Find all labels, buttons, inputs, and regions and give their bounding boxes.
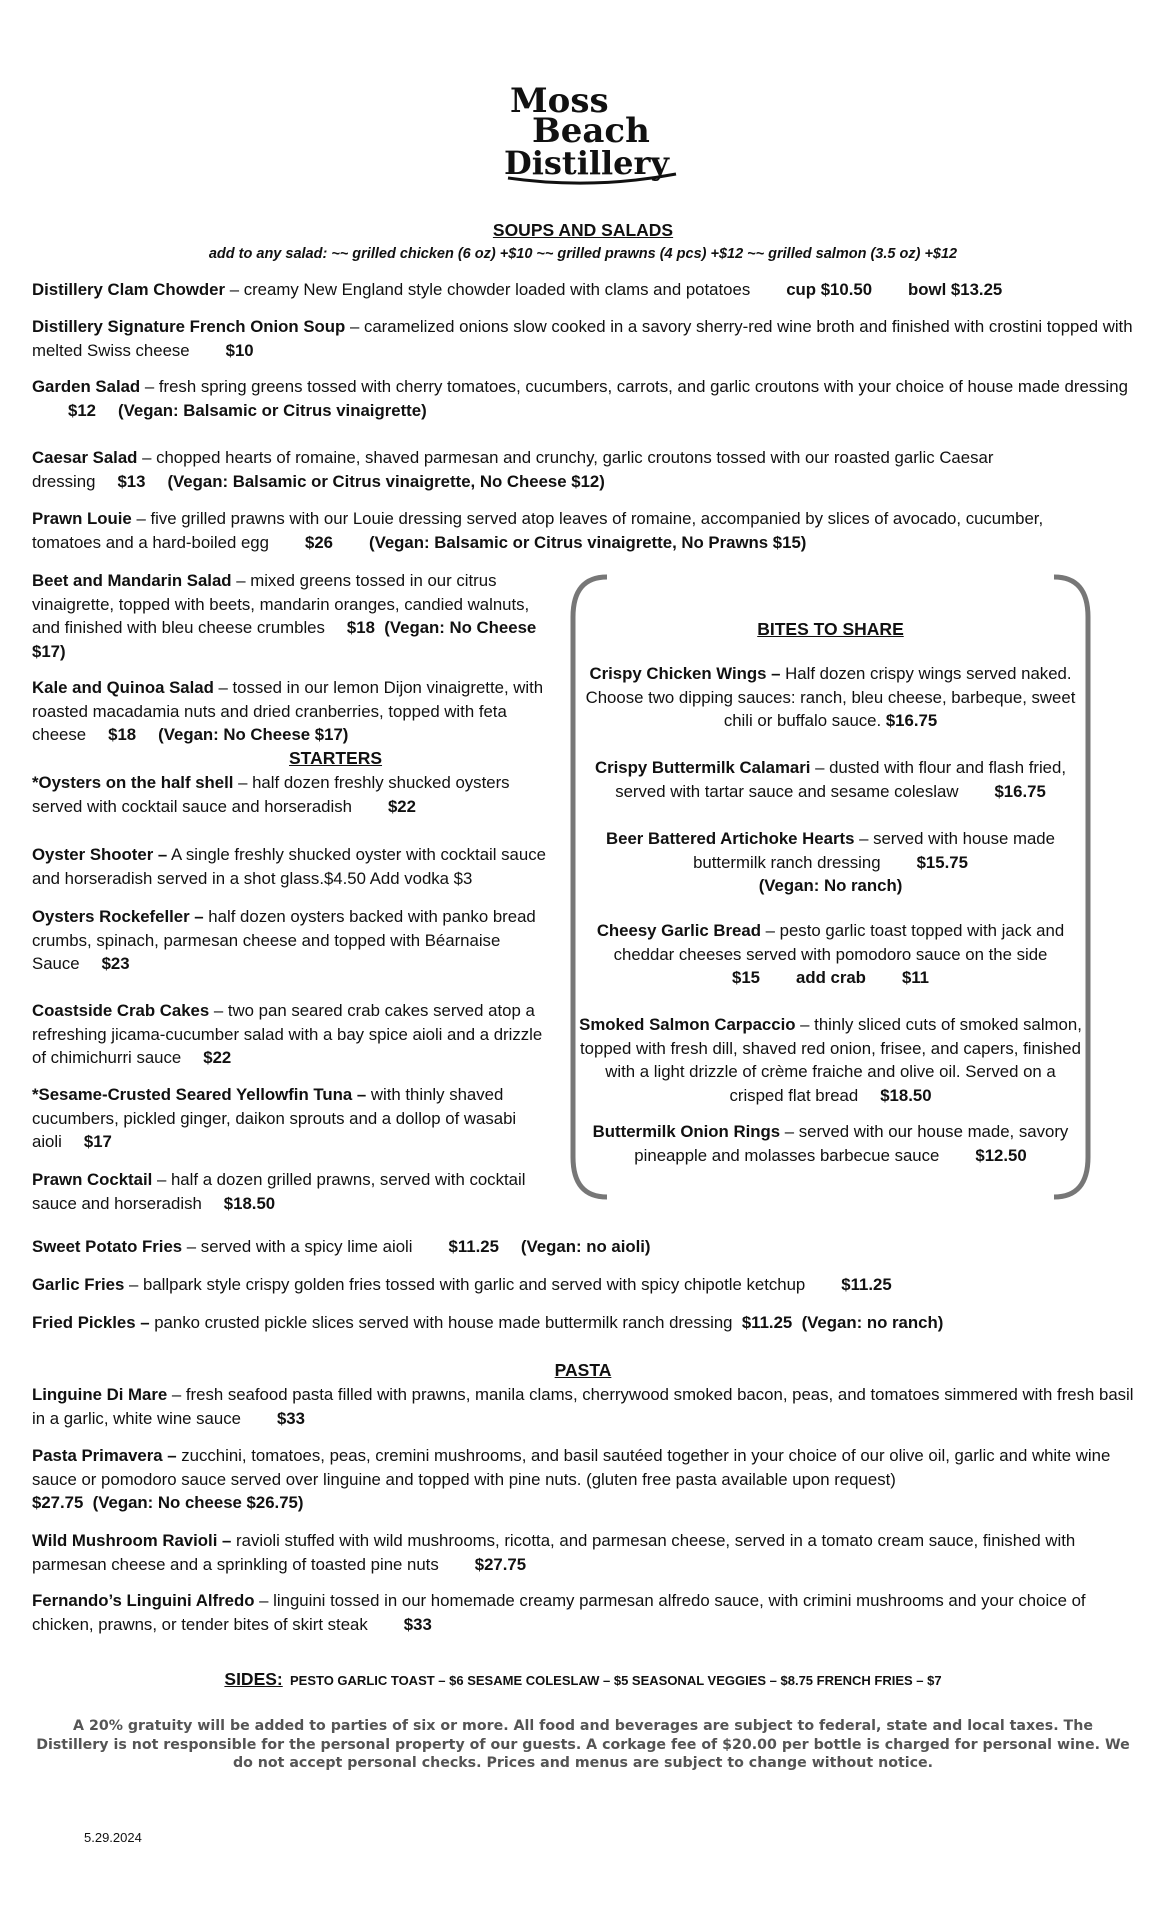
item-desc: – pesto garlic toast topped with jack and cheddar cheeses served with pomodoro sauce on the side <box>613 921 1065 964</box>
menu-item <box>32 569 550 663</box>
item-desc: Half dozen crispy wings served naked. Choose two dipping sauces: ranch, bleu cheese, barbeque, sweet chili or buffalo sauce. <box>585 664 1076 730</box>
add-crab-price: $11 <box>901 968 930 987</box>
item-name: Oysters Rockefeller – <box>32 907 204 926</box>
bite-item <box>577 827 1084 898</box>
soups-salads-heading: SOUPS AND SALADS <box>492 220 674 240</box>
item-price: $11.25 <box>741 1313 793 1332</box>
item-price: $27.75 <box>474 1554 527 1574</box>
item-name: Linguine Di Mare <box>32 1385 168 1404</box>
item-vegan-note: (Vegan: No cheese $26.75) <box>92 1493 304 1512</box>
menu-item <box>32 843 550 890</box>
item-desc: – fresh spring greens tossed with cherry tomatoes, cucumbers, carrots, and garlic croutons with your choice of house made dressing <box>140 377 1128 396</box>
item-name: Wild Mushroom Ravioli – <box>32 1531 232 1550</box>
item-name: Distillery Clam Chowder <box>32 280 226 299</box>
item-price: $12.50 <box>975 1145 1027 1165</box>
item-name: Crispy Buttermilk Calamari <box>594 758 811 777</box>
item-desc: – served with a spicy lime aioli <box>182 1237 413 1256</box>
bites-heading: BITES TO SHARE <box>757 619 904 639</box>
starters-heading: STARTERS <box>289 748 383 768</box>
item-desc: – chopped hearts of romaine, shaved parmesan and crunchy, garlic croutons tossed with our roasted garlic Caesar dressing <box>32 448 994 491</box>
policy-disclaimer: A 20% gratuity will be added to parties of six or more. All food and beverages are subject to federal, state and local taxes. The Distillery is not responsible for the personal property of our guests. A corkage fee of $20.00 per bottle is charged for personal wine. We do not accept personal checks. Prices and menus are subject to change without notice. <box>36 1718 1130 1771</box>
menu-item <box>32 446 1032 493</box>
item-vegan-note: (Vegan: no aioli) <box>520 1237 651 1256</box>
item-price: $26 <box>304 532 333 552</box>
item-price: $11.25 <box>841 1275 892 1294</box>
item-price-extra: bowl $13.25 <box>908 280 1003 299</box>
sides-list: PESTO GARLIC TOAST – $6 SESAME COLESLAW – $5 SEASONAL VEGGIES – $8.75 FRENCH FRIES – $7 <box>289 1673 942 1688</box>
item-desc: – dusted with flour and flash fried, served with tartar sauce and sesame coleslaw <box>615 758 1067 801</box>
item-price: $23 <box>101 954 130 973</box>
item-desc: half dozen oysters backed with panko bread crumbs, spinach, parmesan cheese and topped with Béarnaise Sauce <box>32 907 536 973</box>
item-name: Coastside Crab Cakes <box>32 1001 210 1020</box>
item-desc: zucchini, tomatoes, peas, cremini mushrooms, and basil sautéed together in your choice of our olive oil, garlic and white wine sauce or pomodoro sauce served over linguine and topped with pine nuts. (gluten free pasta available upon request) <box>32 1446 1111 1489</box>
item-vegan-note: (Vegan: Balsamic or Citrus vinaigrette) <box>118 400 427 420</box>
logo-graphic <box>502 78 682 186</box>
item-name: Buttermilk Onion Rings <box>592 1122 781 1141</box>
menu-item <box>32 1529 1142 1576</box>
salad-addon-note: add to any salad: ~~ grilled chicken (6 oz) +$10 ~~ grilled prawns (4 pcs) +$12 ~~ grilled salmon (3.5 oz) +$12 <box>208 246 958 262</box>
item-desc: – caramelized onions slow cooked in a savory sherry-red wine broth and finished with crostini topped with melted Swiss cheese <box>32 317 1133 360</box>
item-name: Caesar Salad <box>32 448 138 467</box>
item-name: Beet and Mandarin Salad <box>32 571 232 590</box>
menu-item <box>32 1235 1142 1259</box>
logo-word-moss: Moss <box>510 81 609 121</box>
item-price: $13 <box>117 471 146 491</box>
item-vegan-note: (Vegan: No Cheese $17) <box>32 618 537 661</box>
item-desc: – two pan seared crab cakes served atop a refreshing jicama-cucumber salad with a bay spice aioli and a drizzle of chimichurri sauce <box>32 1001 543 1067</box>
item-desc: with thinly shaved cucumbers, pickled ginger, daikon sprouts and a dollop of wasabi aioli <box>32 1085 517 1151</box>
menu-date: 5.29.2024 <box>84 1830 142 1845</box>
item-desc: – served with house made buttermilk ranch dressing <box>693 829 1055 872</box>
item-name: Garden Salad <box>32 377 141 396</box>
item-name: Pasta Primavera – <box>32 1446 177 1465</box>
menu-item <box>32 771 550 818</box>
item-name: Fernando’s Linguini Alfredo <box>32 1591 255 1610</box>
item-price: $33 <box>276 1408 305 1428</box>
item-price: $11.25 <box>448 1237 499 1256</box>
item-price: $18 <box>346 618 375 637</box>
item-desc: – thinly sliced cuts of smoked salmon, topped with fresh dill, shaved red onion, frisee, and capers, finished with a light drizzle of crème fraiche and olive oil. Served on a crisped flat bread <box>580 1015 1082 1105</box>
bite-item <box>577 1120 1084 1167</box>
item-name: Fried Pickles – <box>32 1313 150 1332</box>
menu-item <box>32 905 550 976</box>
item-price: $15.75 <box>916 852 968 872</box>
item-vegan-note: (Vegan: no ranch) <box>801 1313 944 1332</box>
item-price: $10 <box>225 340 254 360</box>
restaurant-logo <box>502 78 682 186</box>
item-desc: – tossed in our lemon Dijon vinaigrette, with roasted macadamia nuts and dried cranberries, topped with feta cheese <box>32 678 544 744</box>
item-price: $18.50 <box>880 1085 932 1105</box>
item-desc: – creamy New England style chowder loaded with clams and potatoes <box>225 280 751 299</box>
item-desc: – fresh seafood pasta filled with prawns, manila clams, cherrywood smoked bacon, peas, and tomatoes simmered with fresh basil in a garlic, white wine sauce <box>32 1385 1134 1428</box>
item-name: Prawn Cocktail <box>32 1170 153 1189</box>
item-name: Prawn Louie <box>32 509 132 528</box>
item-name: Distillery Signature French Onion Soup <box>32 317 346 336</box>
bite-item <box>577 1013 1084 1107</box>
sides-line <box>0 1668 1166 1693</box>
item-price: $16.75 <box>885 711 938 730</box>
item-desc: – five grilled prawns with our Louie dressing served atop leaves of romaine, accompanied by slices of avocado, cucumber, tomatoes and a hard-boiled egg <box>32 509 1044 552</box>
menu-item <box>32 1311 1142 1335</box>
item-desc: – half a dozen grilled prawns, served with cocktail sauce and horseradish <box>32 1170 526 1213</box>
item-price: $18.50 <box>223 1193 276 1213</box>
menu-item <box>32 999 550 1070</box>
item-name: Sweet Potato Fries <box>32 1237 183 1256</box>
item-price: $22 <box>387 796 416 816</box>
item-price: $18 <box>108 725 137 744</box>
menu-item <box>32 1383 1142 1430</box>
bites-to-share-box <box>567 573 1094 1201</box>
item-price: $27.75 <box>32 1493 84 1512</box>
item-name: Smoked Salmon Carpaccio <box>579 1015 796 1034</box>
item-desc: – linguini tossed in our homemade creamy parmesan alfredo sauce, with crimini mushrooms and your choice of chicken, prawns, or tender bites of skirt steak <box>32 1591 1086 1634</box>
menu-item <box>32 1168 550 1215</box>
bite-item <box>577 662 1084 733</box>
menu-item <box>32 375 1142 422</box>
item-price: cup $10.50 <box>786 280 873 299</box>
item-desc: A single freshly shucked oyster with cocktail sauce and horseradish served in a shot glass.$4.50 Add vodka $3 <box>32 845 546 888</box>
menu-item <box>32 1444 1142 1515</box>
item-desc: ravioli stuffed with wild mushrooms, ricotta, and parmesan cheese, served in a tomato cream sauce, finished with parmesan cheese and a sprinkling of toasted pine nuts <box>32 1531 1076 1574</box>
pasta-heading: PASTA <box>554 1360 612 1380</box>
item-name: Garlic Fries <box>32 1275 125 1294</box>
item-vegan-note: (Vegan: Balsamic or Citrus vinaigrette, No Cheese $12) <box>167 471 605 491</box>
item-price: $33 <box>403 1614 432 1634</box>
item-vegan-note: (Vegan: No ranch) <box>758 876 903 895</box>
item-vegan-note: (Vegan: Balsamic or Citrus vinaigrette, No Prawns $15) <box>368 532 807 552</box>
bite-item <box>577 919 1084 990</box>
add-crab-label: add crab <box>795 968 866 987</box>
item-name: Oyster Shooter – <box>32 845 168 864</box>
item-desc: – half dozen freshly shucked oysters served with cocktail sauce and horseradish <box>32 773 510 816</box>
item-name: Cheesy Garlic Bread <box>596 921 761 940</box>
item-vegan-note: (Vegan: No Cheese $17) <box>158 725 349 744</box>
item-price: $12 <box>68 400 96 420</box>
item-desc: – ballpark style crispy golden fries tossed with garlic and served with spicy chipotle ketchup <box>124 1275 806 1294</box>
menu-item <box>32 315 1142 362</box>
item-price: $22 <box>203 1048 232 1067</box>
menu-item <box>32 507 1102 554</box>
item-desc: panko crusted pickle slices served with house made buttermilk ranch dressing <box>149 1313 733 1332</box>
logo-word-beach: Beach <box>532 111 650 151</box>
menu-item <box>32 1589 1142 1636</box>
logo-word-distillery: Distillery <box>504 144 669 182</box>
item-desc: – mixed greens tossed in our citrus vinaigrette, topped with beets, mandarin oranges, candied walnuts, and finished with bleu cheese crumbles <box>32 571 530 637</box>
sides-label: SIDES: <box>224 1669 283 1689</box>
bite-item <box>577 756 1084 803</box>
item-price: $17 <box>83 1132 112 1151</box>
item-price: $15 <box>731 968 760 987</box>
item-name: *Oysters on the half shell <box>32 773 234 792</box>
item-name: Kale and Quinoa Salad <box>32 678 214 697</box>
menu-item <box>32 1083 550 1154</box>
menu-item <box>32 278 1142 302</box>
item-desc: – served with our house made, savory pineapple and molasses barbecue sauce <box>634 1122 1069 1165</box>
menu-item <box>32 1273 1142 1297</box>
item-name: *Sesame-Crusted Seared Yellowfin Tuna – <box>32 1085 367 1104</box>
item-name: Crispy Chicken Wings – <box>589 664 781 683</box>
item-name: Beer Battered Artichoke Hearts <box>606 829 855 848</box>
menu-item <box>32 676 550 747</box>
item-price: $16.75 <box>994 781 1046 801</box>
